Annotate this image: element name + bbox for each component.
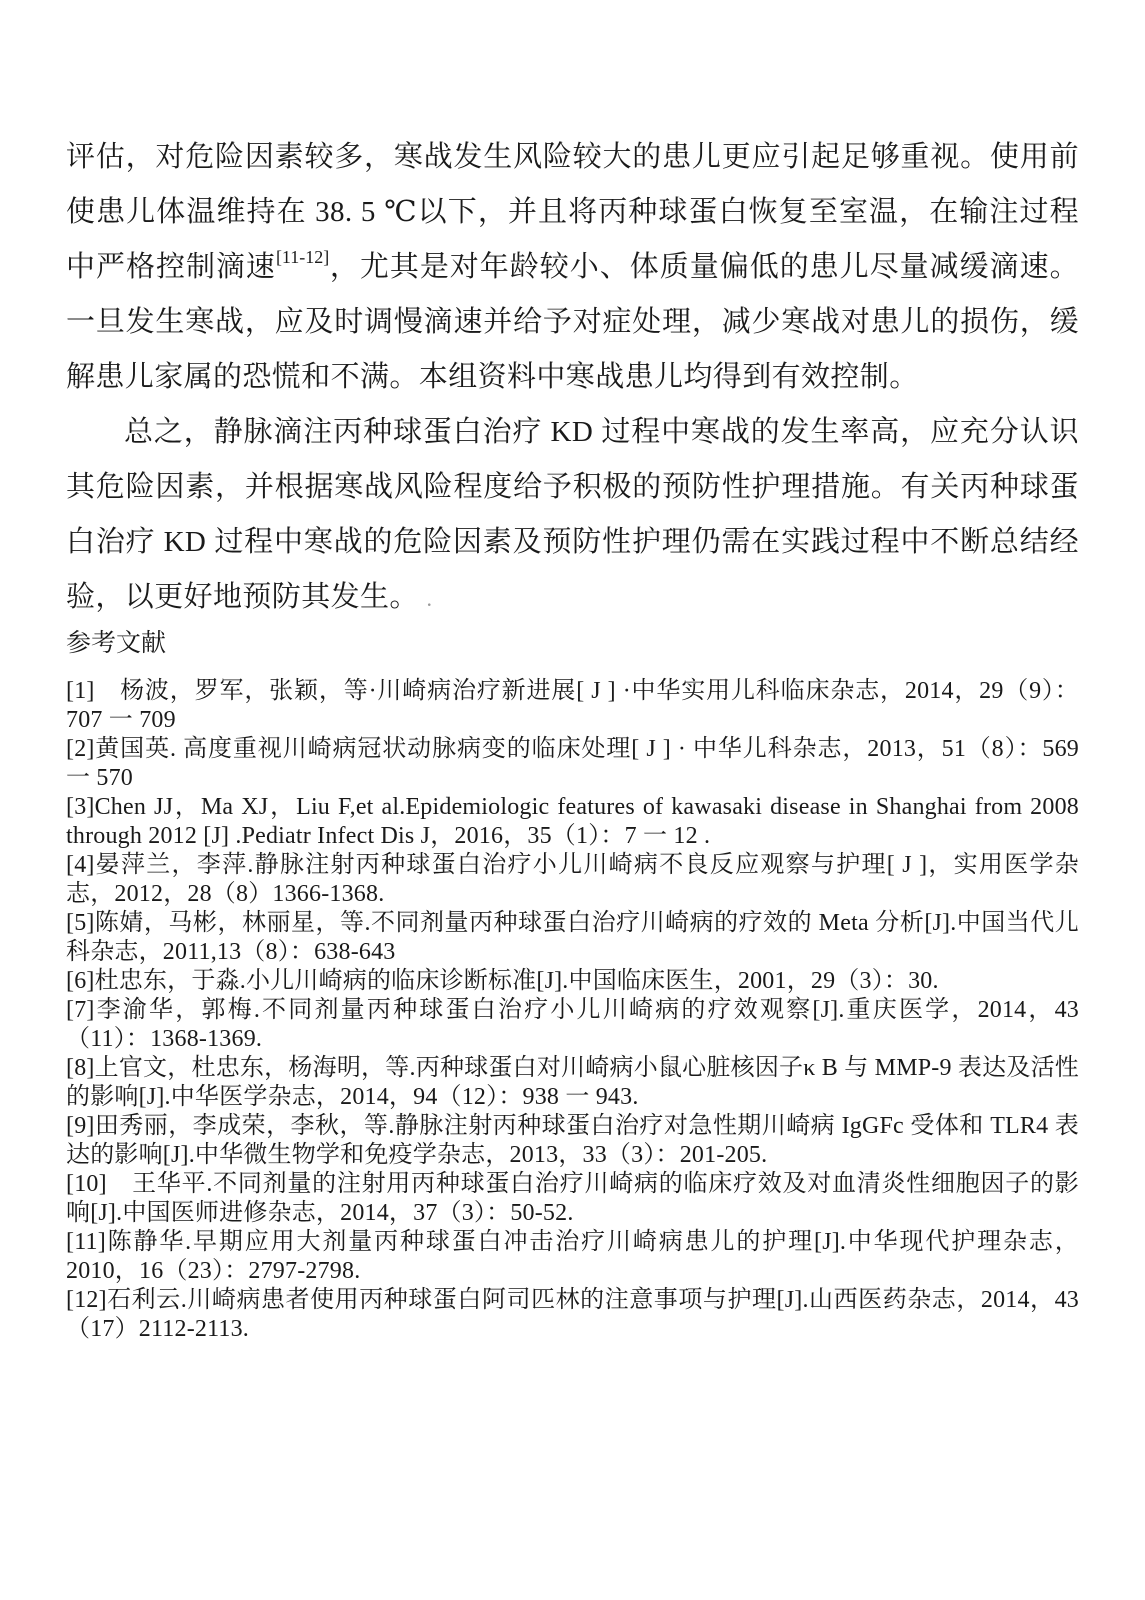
paragraph-precautions: [66, 130, 1079, 405]
reference-item: [8]上官文，杜忠东，杨海明，等.丙种球蛋白对川崎病小鼠心脏核因子κ B 与 MMP-9 表达及活性的影响[J].中华医学杂志，2014，94（12）：938 一 943.: [66, 1055, 1079, 1110]
citation-superscript: [11-12]: [275, 247, 330, 267]
reference-item: [6]杜忠东，于淼.小儿川崎病的临床诊断标准[J].中国临床医生，2001，29（3）：30.: [66, 968, 939, 994]
reference-item: [12]石利云.川崎病患者使用丙种球蛋白阿司匹林的注意事项与护理[J].山西医药杂志，2014，43（17）2112-2113.: [66, 1287, 1079, 1342]
reference-item: [7]李渝华，郭梅.不同剂量丙种球蛋白治疗小儿川崎病的疗效观察[J].重庆医学，2014，43（11）：1368-1369.: [66, 997, 1079, 1052]
reference-item: [1] 杨波，罗军，张颖，等·川崎病治疗新进展[ J ] ·中华实用儿科临床杂志，2014，29（9）：707 一 709: [66, 678, 1079, 733]
paper-page: [66, 0, 1079, 1344]
reference-item: [2]黄国英. 高度重视川崎病冠状动脉病变的临床处理[ J ] · 中华儿科杂志，2013，51（8）：569 一 570: [66, 736, 1079, 791]
paragraph-summary: [66, 405, 1079, 626]
paragraph-text: 总之，静脉滴注丙种球蛋白治疗 KD 过程中寒战的发生率高，应充分认识其危险因素，并根据寒战风险程度给予积极的预防性护理措施。有关丙种球蛋白治疗 KD 过程中寒战的危险因素及预防性护理仍需在实践过程中不断总结经验，以更好地预防其发生。: [66, 416, 1079, 613]
paragraph-text: ，尤其是对年龄较小、体质量偏低的患儿尽量减缓滴速。一旦发生寒战，应及时调慢滴速并给予对症处理，减少寒战对患儿的损伤，缓解患儿家属的恐慌和不满。本组资料中寒战患儿均得到有效控制。: [66, 251, 1079, 393]
references-heading: 参考文献: [66, 630, 167, 657]
reference-item: [10] 王华平.不同剂量的注射用丙种球蛋白治疗川崎病的临床疗效及对血清炎性细胞因子的影响[J].中国医师进修杂志，2014，37（3）：50-52.: [66, 1171, 1079, 1226]
conclusion-section: [66, 130, 1079, 626]
reference-item: [11]陈静华.早期应用大剂量丙种球蛋白冲击治疗川崎病患儿的护理[J].中华现代护理杂志，2010，16（23）：2797-2798.: [66, 1229, 1079, 1284]
stray-period-mark: .: [426, 586, 433, 611]
paragraph-text: 评估，对危险因素较多，寒战发生风险较大的患儿更应引起足够重视。使用前使患儿体温维持在 38. 5 ℃以下，并且将丙种球蛋白恢复至室温，在输注过程中严格控制滴速: [66, 141, 1079, 283]
reference-item: [9]田秀丽，李成荣，李秋，等.静脉注射丙种球蛋白治疗对急性期川崎病 IgGFc 受体和 TLR4 表达的影响[J].中华微生物学和免疫学杂志，2013，33（3）：201-205.: [66, 1113, 1079, 1168]
references-list: [66, 677, 1079, 1344]
reference-item: [5]陈婧，马彬，林丽星，等.不同剂量丙种球蛋白治疗川崎病的疗效的 Meta 分析[J].中国当代儿科杂志，2011,13（8）：638-643: [66, 910, 1079, 965]
reference-item: [3]Chen JJ，Ma XJ，Liu F,et al.Epidemiologic features of kawasaki disease in Shanghai from 2008 through 2012 [J] .Pediatr Infect Dis J，2016，35（1）：7 一 12 .: [66, 794, 1079, 849]
reference-item: [4]晏萍兰，李萍.静脉注射丙种球蛋白治疗小儿川崎病不良反应观察与护理[ J ]，实用医学杂志，2012，28（8）1366-1368.: [66, 852, 1079, 907]
